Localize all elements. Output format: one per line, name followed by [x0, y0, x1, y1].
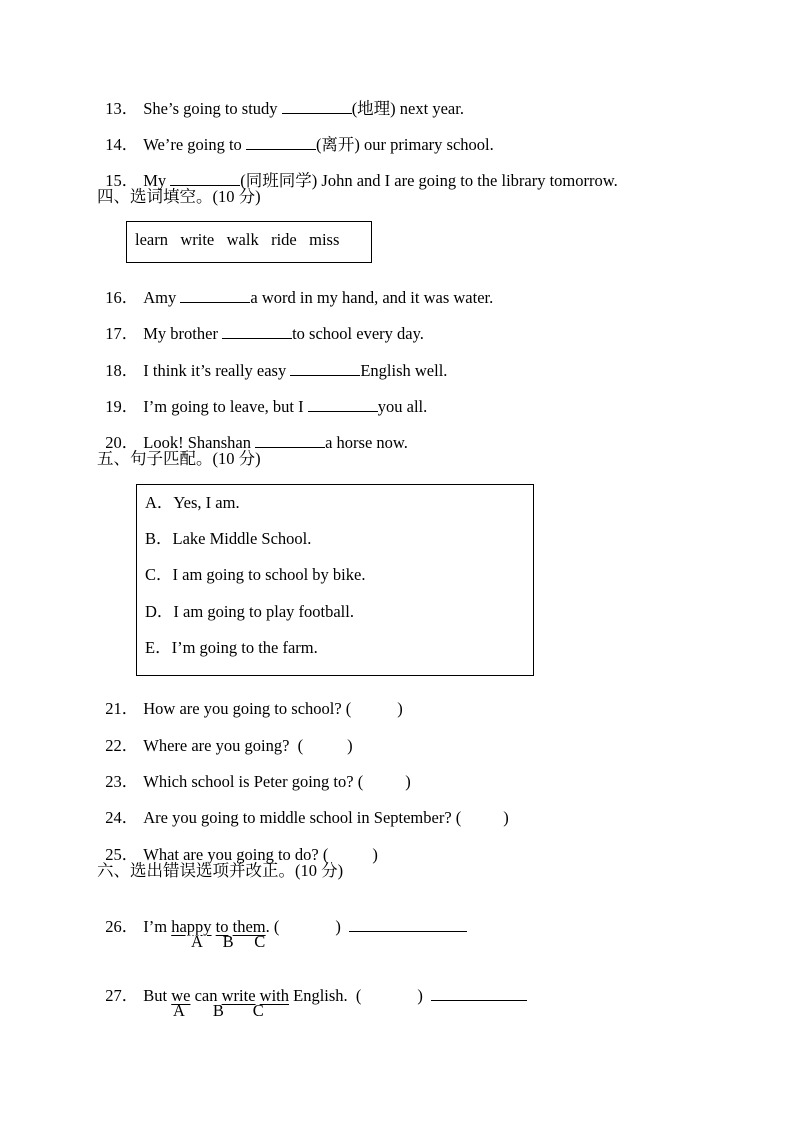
- question-text-after: English well.: [360, 361, 448, 380]
- question-number: 22．: [105, 736, 139, 755]
- correction-blank[interactable]: [431, 986, 527, 1001]
- underlined-option-a: happy: [171, 917, 212, 936]
- question-text-after: (同班同学) John and I are going to the library tomorrow.: [240, 171, 618, 190]
- answer-blank[interactable]: [222, 324, 292, 339]
- sentence-part: can: [190, 986, 222, 1005]
- option-b: B．Lake Middle School.: [145, 529, 312, 548]
- sentence-start: I’m: [143, 917, 172, 936]
- question-text-before: Amy: [143, 288, 181, 307]
- word-bank: learn write walk ride miss: [135, 230, 340, 249]
- question-21: [97, 679, 403, 719]
- underlined-option-b: write: [221, 986, 256, 1005]
- question-number: 13．: [105, 99, 139, 118]
- question-text: Where are you going? (: [143, 736, 304, 755]
- close-paren: ): [405, 772, 411, 791]
- question-text-before: She’s going to study: [143, 99, 282, 118]
- question-number: 18．: [105, 361, 139, 380]
- question-text-before: My brother: [143, 324, 223, 343]
- underlined-option-a: we: [171, 986, 191, 1005]
- option-letters-26: A B C: [191, 932, 266, 951]
- answer-blank[interactable]: [255, 433, 325, 448]
- underlined-option-b: to: [215, 917, 229, 936]
- question-18: [97, 341, 447, 381]
- question-26: [97, 897, 467, 937]
- question-number: 25．: [105, 845, 139, 864]
- question-text-after: (离开) our primary school.: [315, 135, 494, 154]
- question-text-after: (地理) next year.: [351, 99, 464, 118]
- section-5-heading: 五、句子匹配。(10 分): [97, 449, 261, 468]
- close-paren: ): [417, 986, 423, 1005]
- question-14: [97, 115, 494, 155]
- close-paren: ): [335, 917, 341, 936]
- question-number: 24．: [105, 808, 139, 827]
- question-text-before: I’m going to leave, but I: [143, 397, 308, 416]
- answer-blank[interactable]: [308, 397, 378, 412]
- close-paren: ): [372, 845, 378, 864]
- sentence-end: English. (: [289, 986, 362, 1005]
- question-text-before: I think it’s really easy: [143, 361, 291, 380]
- question-number: 20．: [105, 433, 139, 452]
- underlined-option-c: them: [232, 917, 266, 936]
- option-d: D．I am going to play football.: [145, 602, 354, 621]
- option-e: E．I’m going to the farm.: [145, 638, 318, 657]
- word-bank-box: [126, 221, 372, 263]
- question-text-after: to school every day.: [292, 324, 424, 343]
- option-c: C．I am going to school by bike.: [145, 565, 366, 584]
- question-number: 14．: [105, 135, 139, 154]
- question-27: [97, 966, 527, 1006]
- question-number: 15．: [105, 171, 139, 190]
- question-text-before: We’re going to: [143, 135, 246, 154]
- close-paren: ): [397, 699, 403, 718]
- correction-blank[interactable]: [349, 917, 467, 932]
- question-15: [97, 151, 618, 191]
- answer-blank[interactable]: [282, 99, 352, 114]
- question-20: [97, 413, 408, 453]
- answer-blank[interactable]: [170, 171, 240, 186]
- question-text-before: Look! Shanshan: [143, 433, 256, 452]
- answer-blank[interactable]: [246, 135, 316, 150]
- sentence-start: But: [143, 986, 172, 1005]
- section-4-heading: 四、选词填空。(10 分): [97, 187, 261, 206]
- close-paren: ): [503, 808, 509, 827]
- question-text: Which school is Peter going to? (: [143, 772, 364, 791]
- sentence-end: . (: [265, 917, 280, 936]
- question-number: 27．: [105, 986, 139, 1005]
- answer-blank[interactable]: [290, 361, 360, 376]
- question-text-after: a horse now.: [325, 433, 408, 452]
- question-text-after: you all.: [377, 397, 428, 416]
- question-13: [97, 79, 464, 119]
- question-24: [97, 788, 509, 828]
- question-16: [97, 268, 493, 308]
- question-text-after: a word in my hand, and it was water.: [250, 288, 494, 307]
- section-6-heading: 六、选出错误选项并改正。(10 分): [97, 861, 344, 880]
- answer-blank[interactable]: [180, 288, 250, 303]
- match-options-box: [136, 484, 534, 676]
- question-17: [97, 304, 424, 344]
- underlined-option-c: with: [259, 986, 289, 1005]
- question-text: What are you going to do? (: [143, 845, 329, 864]
- option-letters-27: A B C: [173, 1001, 264, 1020]
- question-number: 26．: [105, 917, 139, 936]
- question-25: [97, 825, 378, 865]
- question-23: [97, 752, 411, 792]
- close-paren: ): [347, 736, 353, 755]
- question-22: [97, 716, 353, 756]
- question-text: How are you going to school? (: [143, 699, 352, 718]
- question-number: 21．: [105, 699, 139, 718]
- question-number: 17．: [105, 324, 139, 343]
- question-text-before: My: [143, 171, 171, 190]
- question-number: 19．: [105, 397, 139, 416]
- option-a: A．Yes, I am.: [145, 493, 240, 512]
- question-text: Are you going to middle school in September? (: [143, 808, 462, 827]
- question-number: 16．: [105, 288, 139, 307]
- question-19: [97, 377, 427, 417]
- question-number: 23．: [105, 772, 139, 791]
